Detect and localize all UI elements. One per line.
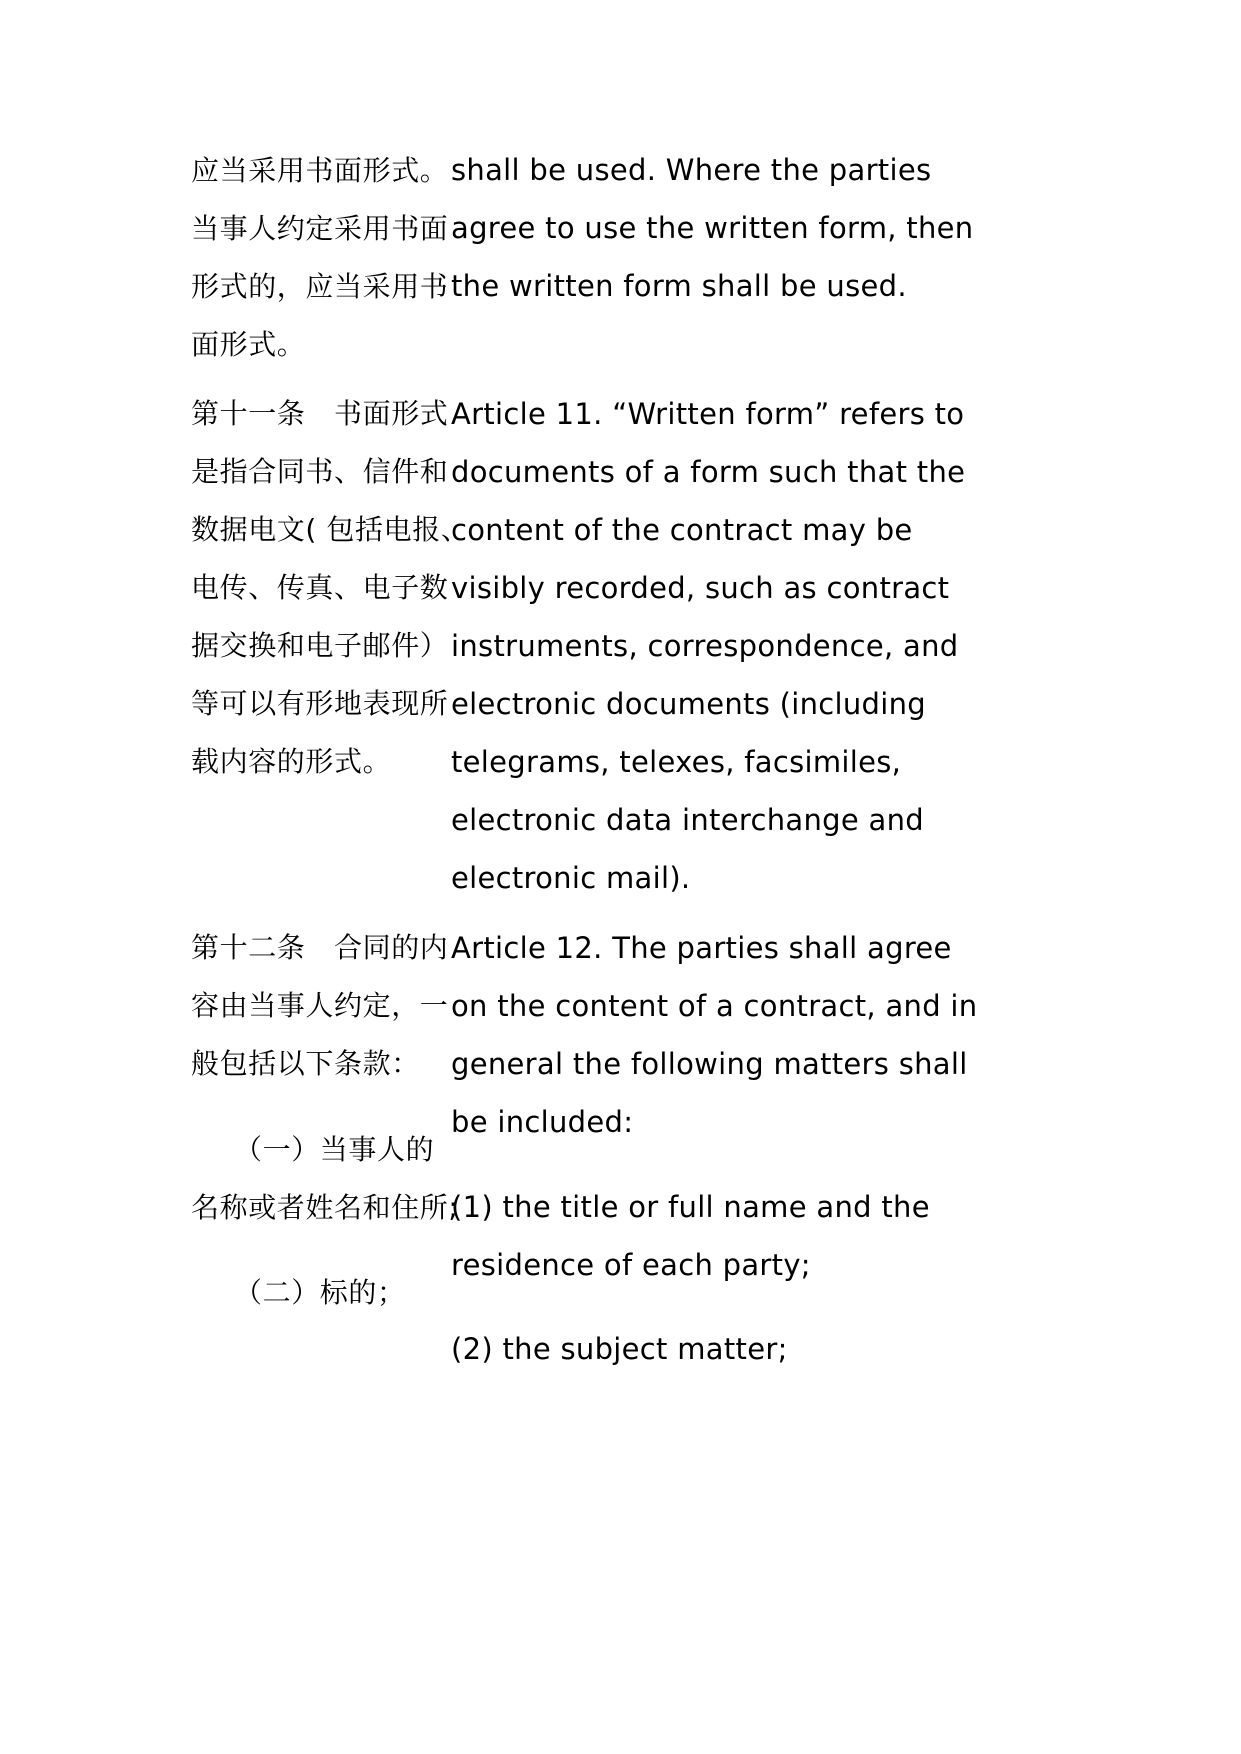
zh-article10-line-4: 面形式。: [191, 328, 306, 361]
zh-article11-line-7: 载内容的形式。: [191, 745, 392, 778]
en-article12-line-3: general the following matters shall: [451, 1047, 968, 1081]
zh-article10-line-3: 形式的，应当采用书: [191, 270, 449, 303]
en-item1-line-2: residence of each party;: [451, 1248, 811, 1282]
zh-article11-line-6: 等可以有形地表现所: [191, 687, 449, 720]
en-article11-line-5: instruments, correspondence, and: [451, 629, 959, 663]
en-article11-line-1: Article 11. “Written form” refers to: [451, 397, 965, 431]
zh-article11-line-4: 电传、传真、电子数: [191, 571, 449, 604]
zh-article12-line-1: 第十二条 合同的内: [191, 931, 449, 964]
en-article11-line-3: content of the contract may be: [451, 513, 913, 547]
en-article10-line-3: the written form shall be used.: [451, 269, 907, 303]
zh-article12-line-2: 容由当事人约定，一: [191, 989, 449, 1022]
zh-article11-line-3: 数据电文( 包括电报、: [191, 513, 470, 546]
en-article11-line-7: telegrams, telexes, facsimiles,: [451, 745, 902, 779]
en-article12-line-4: be included:: [451, 1105, 634, 1139]
en-article11-line-2: documents of a form such that the: [451, 455, 966, 489]
en-item1-line-1: (1) the title or full name and the: [451, 1190, 930, 1224]
zh-article10-line-2: 当事人约定采用书面: [191, 212, 449, 245]
zh-item1-line-1: （一）当事人的: [234, 1133, 435, 1166]
zh-item1-line-2: 名称或者姓名和住所;: [191, 1191, 459, 1224]
en-article11-line-4: visibly recorded, such as contract: [451, 571, 950, 605]
en-article11-line-8: electronic data interchange and: [451, 803, 924, 837]
zh-article10-line-1: 应当采用书面形式。: [191, 154, 449, 187]
zh-article11-line-2: 是指合同书、信件和: [191, 455, 449, 488]
zh-article11-line-1: 第十一条 书面形式: [191, 397, 449, 430]
en-article12-line-1: Article 12. The parties shall agree: [451, 931, 952, 965]
zh-article11-line-5: 据交换和电子邮件）: [191, 629, 449, 662]
en-article10-line-2: agree to use the written form, then: [451, 211, 974, 245]
zh-article12-line-3: 般包括以下条款：: [191, 1047, 420, 1080]
en-article10-line-1: shall be used. Where the parties: [451, 153, 932, 187]
en-article11-line-6: electronic documents (including: [451, 687, 927, 721]
en-article12-line-2: on the content of a contract, and in: [451, 989, 978, 1023]
en-article11-line-9: electronic mail).: [451, 861, 691, 895]
en-item2-line-1: (2) the subject matter;: [451, 1332, 788, 1366]
zh-item2-line-1: （二）标的；: [234, 1276, 406, 1309]
